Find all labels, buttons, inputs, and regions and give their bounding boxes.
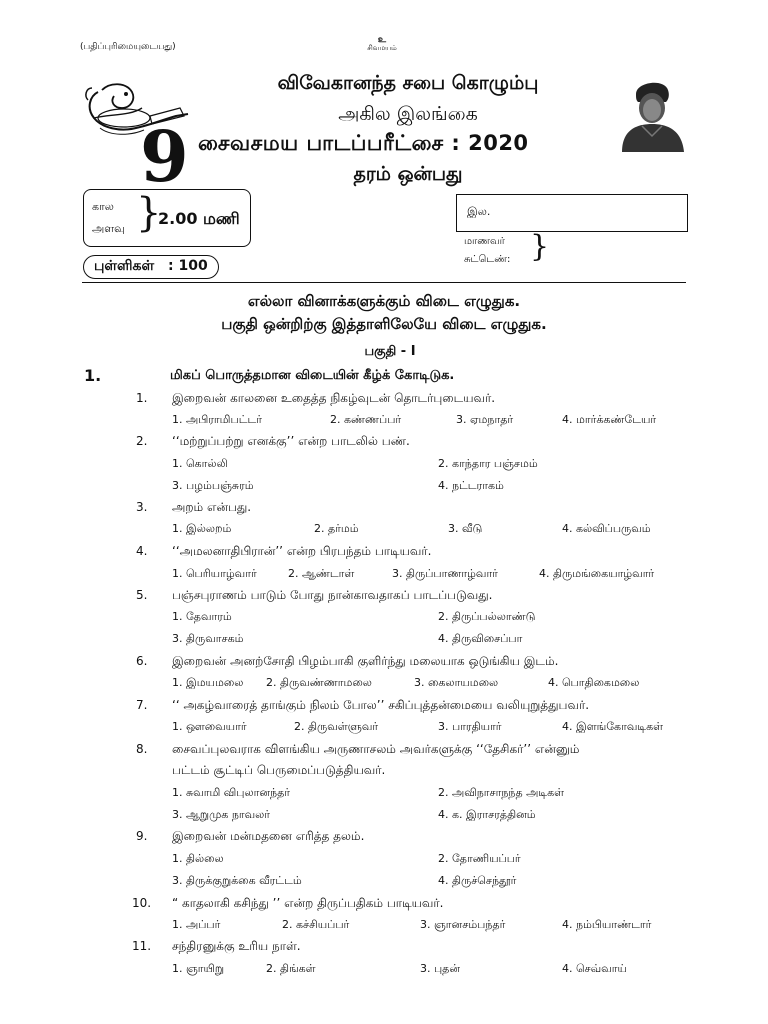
option-2[interactable]: 2. திருவண்ணாமலை [266,676,372,689]
admission-label-line2: சுட்டெண்: [464,254,511,265]
option-1[interactable]: 1. அபிராமிபட்டர் [172,413,262,426]
option-2[interactable]: 2. திருவள்ளுவர் [294,720,379,733]
option-1[interactable]: 1. அப்பர் [172,918,221,931]
option-4[interactable]: 4. நட்டராகம் [438,479,504,492]
question-text: சந்திரனுக்கு உரிய நாள். [172,939,301,953]
option-2[interactable]: 2. அவிநாசாநந்த அடிகள் [438,786,565,799]
title-scope: அகில இலங்கை [338,103,478,125]
question-number: 4. [136,544,148,558]
option-4[interactable]: 4. திருமங்கையாழ்வார் [539,567,655,580]
title-organization: விவேகானந்த சபை கொழும்பு [277,72,539,94]
question-number: 8. [136,742,148,756]
question-text: ‘‘ அகழ்வாரைத் தாங்கும் நிலம் போல’’ சகிப்புத்தன்மையை வலியுறுத்துபவர். [172,698,590,712]
question-text: “ காதலாகி கசிந்து ’’ என்ற திருப்பதிகம் பாடியவர். [172,896,444,910]
option-1[interactable]: 1. இமயமலை [172,676,244,689]
option-2[interactable]: 2. தர்மம் [314,522,359,535]
duration-box [83,189,251,247]
option-1[interactable]: 1. ஔவையார் [172,720,247,733]
question-text: இறைவன் அனற்சோதி பிழம்பாகி குளிர்ந்து மலையாக ஒடுங்கிய இடம். [172,654,559,668]
option-2[interactable]: 2. காந்தார பஞ்சமம் [438,457,538,470]
instruction-line: பகுதி ஒன்றிற்கு இத்தாளிலேயே விடை எழுதுக. [221,315,547,333]
marks-box [83,255,219,279]
index-number-box[interactable] [456,194,688,232]
question-number: 3. [136,500,148,514]
part-title: பகுதி - I [364,344,416,359]
option-4[interactable]: 4. இளங்கோவடிகள் [562,720,664,733]
option-1[interactable]: 1. தேவாரம் [172,610,232,623]
question-text: பட்டம் சூட்டிப் பெருமைப்படுத்தியவர். [172,763,386,777]
option-4[interactable]: 4. பொதிகைமலை [548,676,640,689]
om-symbol: உ [377,35,387,45]
brace-icon: } [136,190,162,236]
option-3[interactable]: 3. திருப்பாணாழ்வார் [392,567,498,580]
swami-vivekananda-portrait-icon [614,74,690,152]
option-4[interactable]: 4. மார்க்கண்டேயர் [562,413,657,426]
option-4[interactable]: 4. க. இராசரத்தினம் [438,808,536,821]
main-question-text: மிகப் பொருத்தமான விடையின் கீழ்க் கோடிடுக. [170,368,455,383]
option-4[interactable]: 4. கல்விப்பருவம் [562,522,651,535]
option-4[interactable]: 4. திருச்செந்தூர் [438,874,517,887]
option-3[interactable]: 3. கைலாயமலை [414,676,499,689]
option-1[interactable]: 1. இல்லறம் [172,522,232,535]
option-3[interactable]: 3. திருக்குறுக்கை வீரட்டம் [172,874,302,887]
option-4[interactable]: 4. திருவிசைப்பா [438,632,523,645]
option-2[interactable]: 2. கச்சியப்பர் [282,918,350,931]
option-3[interactable]: 3. பழம்பஞ்சுரம் [172,479,254,492]
marks-label: புள்ளிகள் [94,258,155,274]
index-number-label: இல. [467,205,491,218]
option-1[interactable]: 1. தில்லை [172,852,224,865]
copyright-note: (பதிப்புரிமையுடையது) [80,42,176,52]
question-number: 9. [136,829,148,843]
header-divider [82,282,686,283]
question-text: இறைவன் காலனை உதைத்த நிகழ்வுடன் தொடர்புடையவர். [172,391,496,405]
option-3[interactable]: 3. திருவாசகம் [172,632,244,645]
option-2[interactable]: 2. தோணியப்பர் [438,852,521,865]
question-number: 7. [136,698,148,712]
main-question-number: 1. [84,366,102,385]
om-heading [352,36,412,53]
option-2[interactable]: 2. திருப்பல்லாண்டு [438,610,536,623]
grade-number: 9 [140,115,189,198]
question-text: ‘‘மற்றுப்பற்று எனக்கு’’ என்ற பாடலில் பண். [172,434,410,448]
duration-value: 2.00 மணி [158,209,240,228]
exam-title: சைவசமய பாடப்பரீட்சை : 2020 [198,131,529,155]
option-3[interactable]: 3. ஆறுமுக நாவலர் [172,808,271,821]
question-number: 2. [136,434,148,448]
option-2[interactable]: 2. திங்கள் [266,962,316,975]
option-1[interactable]: 1. சுவாமி விபுலானந்தர் [172,786,290,799]
option-3[interactable]: 3. பாரதியார் [438,720,502,733]
duration-label-line1: கால [92,200,114,213]
question-number: 1. [136,391,148,405]
question-text: இறைவன் மன்மதனை எரித்த தலம். [172,829,365,843]
instruction-line: எல்லா வினாக்களுக்கும் விடை எழுதுக. [247,292,521,310]
option-1[interactable]: 1. ஞாயிறு [172,962,225,975]
admission-number-box[interactable] [456,230,686,272]
question-number: 10. [132,896,152,910]
option-3[interactable]: 3. புதன் [420,962,461,975]
admission-label-line1: மாணவர் [464,236,505,247]
marks-value: : 100 [168,258,208,274]
option-1[interactable]: 1. பெரியாழ்வார் [172,567,257,580]
duration-label-line2: அளவு [92,222,125,235]
brace-icon: } [530,229,550,264]
grade-title: தரம் ஒன்பது [353,163,463,185]
question-number: 6. [136,654,148,668]
question-number: 5. [136,588,148,602]
option-2[interactable]: 2. ஆண்டாள் [288,567,355,580]
option-3[interactable]: 3. வீடு [448,522,483,535]
question-text: பஞ்சபுராணம் பாடும் போது நான்காவதாகப் பாடப்படுவது. [172,588,493,602]
option-3[interactable]: 3. ஞானசம்பந்தர் [420,918,506,931]
question-number: 11. [132,939,152,953]
question-text: சைவப்புலவராக விளங்கிய அருணாசலம் அவர்களுக்கு ‘‘தேசிகர்’’ என்னும் [172,742,580,756]
option-4[interactable]: 4. நம்பியாண்டார் [562,918,652,931]
option-3[interactable]: 3. ஏமநாதர் [456,413,514,426]
option-4[interactable]: 4. செவ்வாய் [562,962,627,975]
question-text: அறம் என்பது. [172,500,252,514]
question-text: ‘‘அமலனாதிபிரான்’’ என்ற பிரபந்தம் பாடியவர். [172,544,432,558]
option-1[interactable]: 1. கொல்லி [172,457,228,470]
option-2[interactable]: 2. கண்ணப்பர் [330,413,402,426]
om-subtitle: சிவமயம் [367,44,397,53]
